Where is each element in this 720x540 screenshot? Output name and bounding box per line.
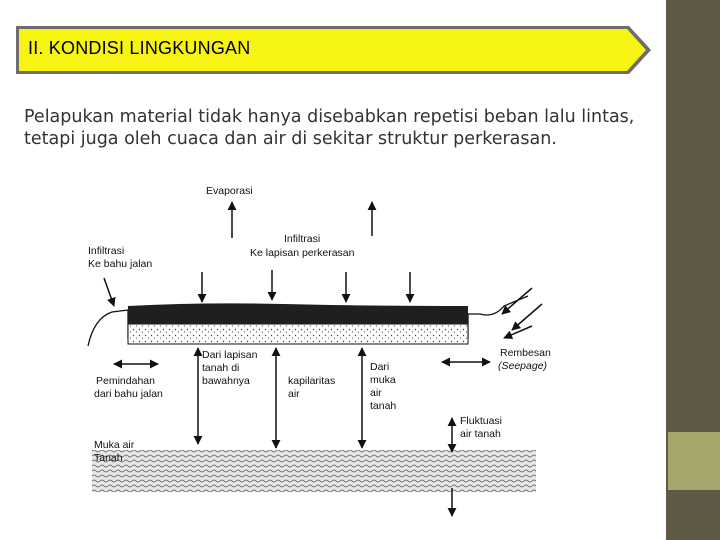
label-fluktuasi-1: Fluktuasi [460,415,503,427]
label-dari-lapisan-2: tanah di [202,362,240,374]
label-kapilaritas-2: air [288,388,300,400]
label-muka-air-1: Muka air [94,439,135,451]
label-dari-muka-1: Dari [370,361,390,373]
label-dari-muka-2: muka [370,374,396,386]
base-layer [128,324,468,344]
groundwater-zone [92,450,536,492]
paragraph-line-2: tetapi juga oleh cuaca dan air di sekitar struktur perkerasan. [24,129,557,149]
label-pemindahan-1: Pemindahan [96,375,155,387]
label-fluktuasi-2: air tanah [460,428,501,440]
label-infiltrasi-lapisan-2: Ke lapisan perkerasan [250,247,355,259]
label-infiltrasi-lapisan-1: Infiltrasi [284,233,321,245]
label-dari-muka-3: air [370,387,382,399]
label-rembesan: Rembesan [500,347,551,359]
label-evaporasi: Evaporasi [206,185,253,197]
label-dari-muka-4: tanah [370,400,397,412]
label-seepage: (Seepage) [498,360,548,372]
asphalt-layer [128,303,468,324]
label-dari-lapisan-1: Dari lapisan [202,349,258,361]
label-kapilaritas-1: kapilaritas [288,375,336,387]
label-infiltrasi-bahu-1: Infiltrasi [88,245,125,257]
slide-title: II. KONDISI LINGKUNGAN [28,38,251,58]
drainage-diagram [84,178,560,520]
label-infiltrasi-bahu-2: Ke bahu jalan [88,258,153,270]
body-paragraph [24,106,654,150]
paragraph-line-1: Pelapukan material tidak hanya disebabkan repetisi beban lalu lintas, [24,107,635,127]
title-banner [14,24,654,76]
sidebar-accent-block [668,432,720,490]
label-pemindahan-2: dari bahu jalan [94,388,163,400]
label-dari-lapisan-3: bawahnya [202,375,250,387]
label-muka-air-2: Tanah [94,452,123,464]
